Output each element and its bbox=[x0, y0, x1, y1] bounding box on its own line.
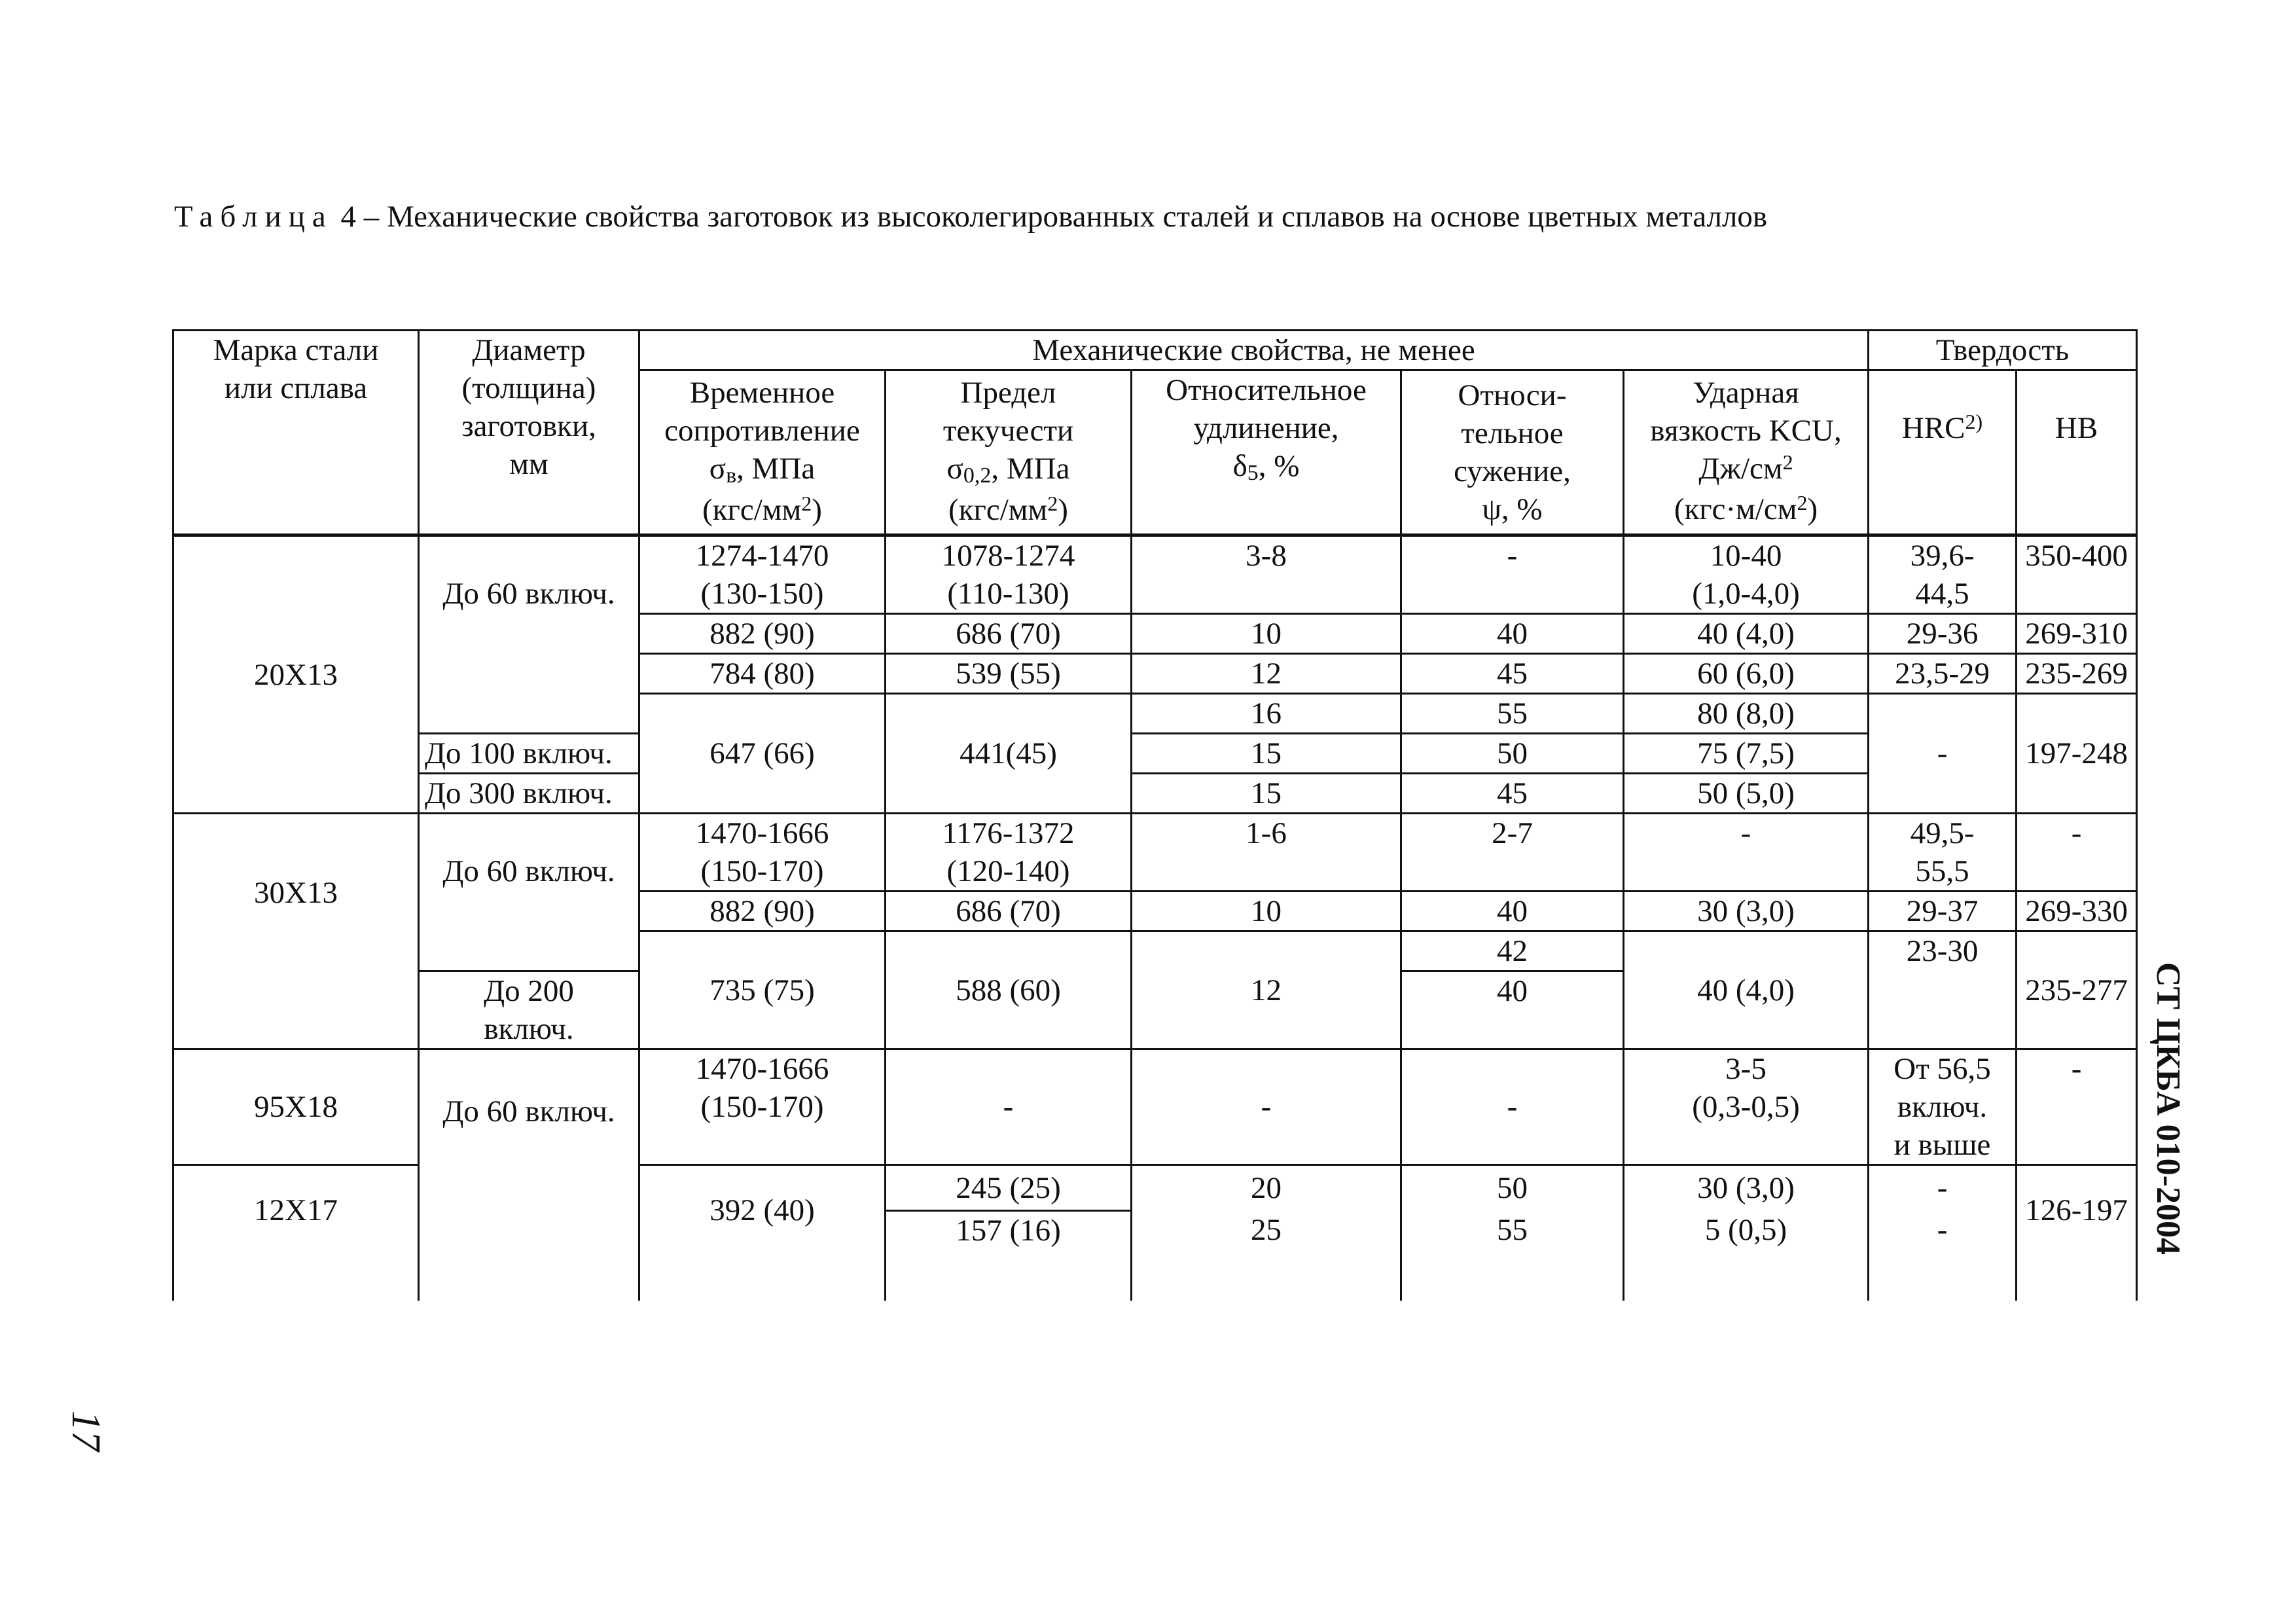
table-row bbox=[173, 734, 2137, 774]
hrc-cell: От 56,5 включ. и выше bbox=[1869, 1049, 2017, 1165]
reduction-cell: - bbox=[1401, 535, 1624, 614]
impact-cell: 3-5 (0,3-0,5) bbox=[1624, 1049, 1869, 1165]
tensile-cell: 1274-1470 (130-150) bbox=[639, 535, 886, 614]
elongation-cell: 15 bbox=[1132, 734, 1401, 774]
hb-cell: 126-197 bbox=[2017, 1165, 2137, 1301]
hb-cell: 235-277 bbox=[2017, 931, 2137, 1049]
table-row bbox=[173, 1049, 2137, 1165]
grade-cell: 12Х17 bbox=[173, 1165, 419, 1301]
diameter-cell: До 100 включ. bbox=[419, 734, 639, 774]
yield-cell: 539 (55) bbox=[886, 654, 1132, 694]
yield-cell: 245 (25) bbox=[886, 1165, 1132, 1211]
impact-cell: 40 (4,0) bbox=[1624, 931, 1869, 1049]
table-row bbox=[173, 535, 2137, 614]
table-caption bbox=[174, 202, 1767, 232]
impact-cell: 80 (8,0) bbox=[1624, 694, 1869, 734]
tensile-cell: 882 (90) bbox=[639, 892, 886, 931]
grade-cell: 20Х13 bbox=[173, 535, 419, 814]
header-yield: Предел текучести σ0,2, МПа $(кгс/мм^2)$ bbox=[886, 370, 1132, 535]
hb-cell: 350-400 bbox=[2017, 535, 2137, 614]
reduction-cell: 55 bbox=[1401, 694, 1624, 734]
hrc-cell: 29-37 bbox=[1869, 892, 2017, 931]
impact-cell: 75 (7,5) bbox=[1624, 734, 1869, 774]
yield-cell: 686 (70) bbox=[886, 614, 1132, 654]
reduction-cell: 45 bbox=[1401, 654, 1624, 694]
diameter-cell: До 60 включ. bbox=[419, 1049, 639, 1301]
header-hardness-group: Твердость bbox=[1869, 331, 2137, 370]
hrc-cell: 39,6- 44,5 bbox=[1869, 535, 2017, 614]
reduction-cell: 40 bbox=[1401, 971, 1624, 1049]
grade-cell: 95Х18 bbox=[173, 1049, 419, 1165]
reduction-cell: 45 bbox=[1401, 774, 1624, 814]
header-hrc: HRC$^{2)}$ bbox=[1869, 370, 2017, 535]
reduction-cell: - bbox=[1401, 1049, 1624, 1165]
elongation-cell: 25 bbox=[1132, 1211, 1401, 1301]
diameter-cell: До 300 включ. bbox=[419, 774, 639, 814]
header-diameter: Диаметр (толщина) заготовки, мм bbox=[419, 331, 639, 535]
impact-cell: 50 (5,0) bbox=[1624, 774, 1869, 814]
header-row bbox=[173, 331, 2137, 370]
header-elongation: Относительное удлинение, δ5, % bbox=[1132, 370, 1401, 535]
hb-cell: 269-330 bbox=[2017, 892, 2137, 931]
reduction-cell: 50 bbox=[1401, 734, 1624, 774]
caption-text: 4 – Механические свойства заготовок из высоколегированных сталей и сплавов на основе цветных металлов bbox=[332, 200, 1768, 234]
page-number: 17 bbox=[63, 1411, 108, 1451]
elongation-cell: 16 bbox=[1132, 694, 1401, 734]
elongation-cell: 12 bbox=[1132, 654, 1401, 694]
diameter-cell: До 60 включ. bbox=[419, 535, 639, 734]
yield-cell: 588 (60) bbox=[886, 931, 1132, 1049]
header-grade: Марка стали или сплава bbox=[173, 331, 419, 535]
elongation-cell: 12 bbox=[1132, 931, 1401, 1049]
yield-cell: 1176-1372 (120-140) bbox=[886, 814, 1132, 892]
reduction-cell: 40 bbox=[1401, 614, 1624, 654]
standard-code: СТ ЦКБА 010-2004 bbox=[2149, 962, 2187, 1255]
header-mech-group: Механические свойства, не менее bbox=[639, 331, 1869, 370]
hb-cell: 235-269 bbox=[2017, 654, 2137, 694]
impact-cell: 30 (3,0) bbox=[1624, 1165, 1869, 1211]
elongation-cell: 15 bbox=[1132, 774, 1401, 814]
diameter-cell: До 200 включ. bbox=[419, 971, 639, 1049]
tensile-cell: 1470-1666 (150-170) bbox=[639, 814, 886, 892]
elongation-cell: 10 bbox=[1132, 614, 1401, 654]
tensile-cell: 882 (90) bbox=[639, 614, 886, 654]
elongation-cell: 3-8 bbox=[1132, 535, 1401, 614]
grade-cell: 30Х13 bbox=[173, 814, 419, 1049]
yield-cell: 157 (16) bbox=[886, 1211, 1132, 1301]
elongation-cell: 20 bbox=[1132, 1165, 1401, 1211]
caption-label: Таблица bbox=[174, 200, 333, 234]
mechanical-properties-table bbox=[172, 329, 2138, 1301]
reduction-cell: 2-7 bbox=[1401, 814, 1624, 892]
hb-cell: - bbox=[2017, 814, 2137, 892]
impact-cell: 10-40 (1,0-4,0) bbox=[1624, 535, 1869, 614]
header-tensile: Временное сопротивление σв, МПа $(кгс/мм^2)$ bbox=[639, 370, 886, 535]
hrc-cell: - bbox=[1869, 1165, 2017, 1211]
tensile-cell: 735 (75) bbox=[639, 931, 886, 1049]
yield-cell: 686 (70) bbox=[886, 892, 1132, 931]
diameter-cell: До 60 включ. bbox=[419, 814, 639, 971]
header-hb: НВ bbox=[2017, 370, 2137, 535]
tensile-cell: 392 (40) bbox=[639, 1165, 886, 1301]
reduction-cell: 55 bbox=[1401, 1211, 1624, 1301]
table-row bbox=[173, 814, 2137, 892]
impact-cell: 60 (6,0) bbox=[1624, 654, 1869, 694]
table-row bbox=[173, 774, 2137, 814]
hrc-cell: 23,5-29 bbox=[1869, 654, 2017, 694]
header-reduction: Относи- тельное сужение, ψ, % bbox=[1401, 370, 1624, 535]
hrc-cell: 23-30 bbox=[1869, 931, 2017, 1049]
hrc-cell: 29-36 bbox=[1869, 614, 2017, 654]
reduction-cell: 40 bbox=[1401, 892, 1624, 931]
elongation-cell: - bbox=[1132, 1049, 1401, 1165]
hrc-cell: 49,5- 55,5 bbox=[1869, 814, 2017, 892]
elongation-cell: 1-6 bbox=[1132, 814, 1401, 892]
reduction-cell: 50 bbox=[1401, 1165, 1624, 1211]
yield-cell: - bbox=[886, 1049, 1132, 1165]
yield-cell: 441(45) bbox=[886, 694, 1132, 814]
elongation-cell: 10 bbox=[1132, 892, 1401, 931]
reduction-cell: 42 bbox=[1401, 931, 1624, 971]
hrc-cell: - bbox=[1869, 694, 2017, 814]
hb-cell: 269-310 bbox=[2017, 614, 2137, 654]
impact-cell: 5 (0,5) bbox=[1624, 1211, 1869, 1301]
tensile-cell: 784 (80) bbox=[639, 654, 886, 694]
tensile-cell: 1470-1666 (150-170) bbox=[639, 1049, 886, 1165]
impact-cell: - bbox=[1624, 814, 1869, 892]
impact-cell: 40 (4,0) bbox=[1624, 614, 1869, 654]
hrc-cell: - bbox=[1869, 1211, 2017, 1301]
header-impact: Ударная вязкость KCU, $Дж/см^2$ $(кгс\cdot м/см^2)$ bbox=[1624, 370, 1869, 535]
hb-cell: - bbox=[2017, 1049, 2137, 1165]
impact-cell: 30 (3,0) bbox=[1624, 892, 1869, 931]
tensile-cell: 647 (66) bbox=[639, 694, 886, 814]
yield-cell: 1078-1274 (110-130) bbox=[886, 535, 1132, 614]
hb-cell: 197-248 bbox=[2017, 694, 2137, 814]
